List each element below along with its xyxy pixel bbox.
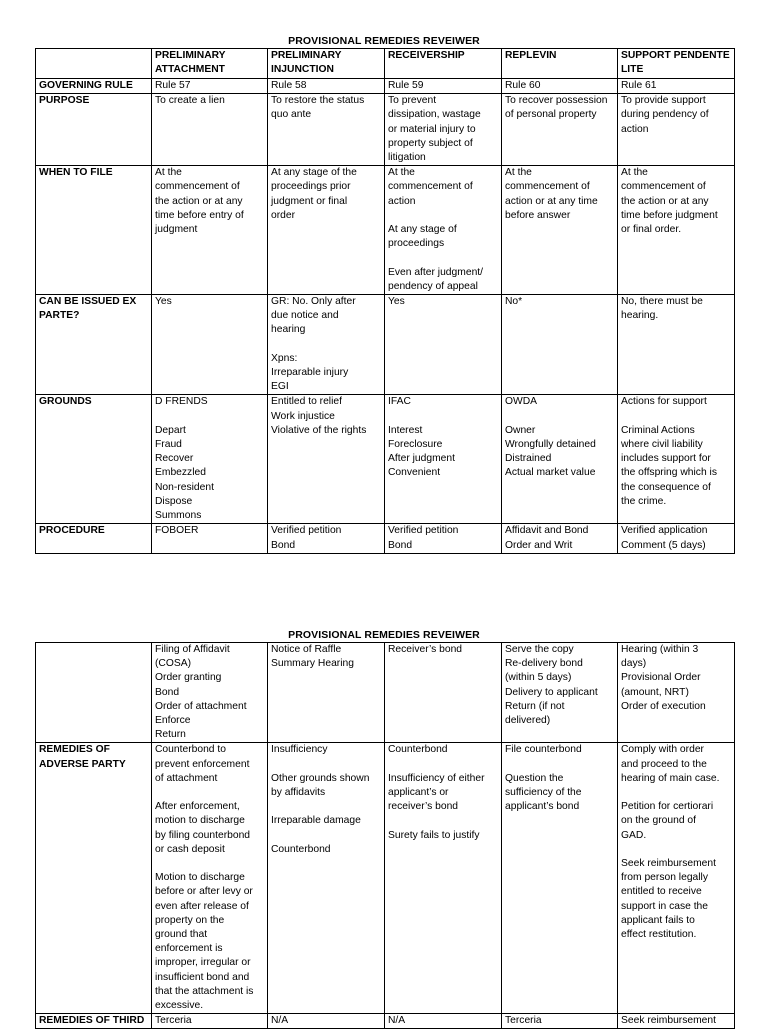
table-cell: Filing of Affidavit (COSA) Order granting Bond Order of attachment Enforce Return [152,643,268,743]
table-cell: File counterbond Question the sufficiency of the applicant’s bond [502,743,618,1014]
table-cell: Serve the copy Re-delivery bond (within 5 days) Delivery to applicant Return (if not delivered) [502,643,618,743]
row-grounds [36,395,735,524]
row-governing-rule [36,79,735,94]
table-cell: Terceria [152,1014,268,1029]
table-cell: To provide support during pendency of action [618,94,735,166]
table-cell: Yes [385,295,502,395]
row-purpose [36,94,735,166]
table-cell: At the commencement of action At any stage of proceedings Even after judgment/ pendency of appeal [385,166,502,295]
table-cell: Seek reimbursement [618,1014,735,1029]
table-cell: Verified application Comment (5 days) [618,524,735,553]
row-label: GROUNDS [36,395,152,524]
table-cell: To create a lien [152,94,268,166]
provisional-remedies-table-2 [35,642,735,1029]
table-cell: Terceria [502,1014,618,1029]
row-label: PROCEDURE [36,524,152,553]
table-cell: No, there must be hearing. [618,295,735,395]
row-procedure [36,524,735,553]
header-preliminary-attachment: PRELIMINARY ATTACHMENT [152,49,268,79]
table-cell: Entitled to relief Work injustice Violative of the rights [268,395,385,524]
table-cell: To recover possession of personal property [502,94,618,166]
table-cell: Hearing (within 3 days) Provisional Order (amount, NRT) Order of execution [618,643,735,743]
header-support-pendente-lite: SUPPORT PENDENTE LITE [618,49,735,79]
row-label: REMEDIES OF THIRD [36,1014,152,1029]
table-cell: At the commencement of action or at any time before answer [502,166,618,295]
table-cell: Rule 61 [618,79,735,94]
header-row [36,49,735,79]
table-cell: No* [502,295,618,395]
header-blank [36,49,152,79]
row-when-to-file [36,166,735,295]
row-ex-parte [36,295,735,395]
table-cell: At the commencement of the action or at any time before judgment or final order. [618,166,735,295]
table-cell: Verified petition Bond [268,524,385,553]
row-remedies-adverse-party [36,743,735,1014]
table-cell: Yes [152,295,268,395]
table-cell: Comply with order and proceed to the hearing of main case. Petition for certiorari on the ground of GAD. Seek reimbursement from person legally entitled to receive support in case the applicant fails to effect restitution. [618,743,735,1014]
table-cell: Receiver’s bond [385,643,502,743]
table-cell: FOBOER [152,524,268,553]
table-cell: To prevent dissipation, wastage or material injury to property subject of litigation [385,94,502,166]
table-cell: Counterbond to prevent enforcement of attachment After enforcement, motion to discharge by filing counterbond or cash deposit Motion to discharge before or after levy or even after release of property on the ground that enforcement is improper, irregular or insufficient bond and that the attachment is excessive. [152,743,268,1014]
table-cell: Actions for support Criminal Actions where civil liability includes support for the offspring which is the consequence of the crime. [618,395,735,524]
table-cell: OWDA Owner Wrongfully detained Distrained Actual market value [502,395,618,524]
table-cell: Insufficiency Other grounds shown by affidavits Irreparable damage Counterbond [268,743,385,1014]
table-cell: Rule 60 [502,79,618,94]
header-preliminary-injunction: PRELIMINARY INJUNCTION [268,49,385,79]
table-cell: N/A [268,1014,385,1029]
table-cell: N/A [385,1014,502,1029]
table-cell: GR: No. Only after due notice and hearing Xpns: Irreparable injury EGI [268,295,385,395]
row-label: REMEDIES OF ADVERSE PARTY [36,743,152,1014]
row-remedies-third [36,1014,735,1029]
row-label: CAN BE ISSUED EX PARTE? [36,295,152,395]
row-label [36,643,152,743]
provisional-remedies-table-1 [35,48,735,554]
table-cell: At any stage of the proceedings prior judgment or final order [268,166,385,295]
table-cell: IFAC Interest Foreclosure After judgment Convenient [385,395,502,524]
table-cell: Rule 57 [152,79,268,94]
table-cell: Affidavit and Bond Order and Writ [502,524,618,553]
row-procedure-continued [36,643,735,743]
table-cell: Rule 58 [268,79,385,94]
table-cell: Rule 59 [385,79,502,94]
row-label: GOVERNING RULE [36,79,152,94]
table-cell: Notice of Raffle Summary Hearing [268,643,385,743]
row-label: WHEN TO FILE [36,166,152,295]
table-cell: At the commencement of the action or at any time before entry of judgment [152,166,268,295]
table1-title: PROVISIONAL REMEDIES REVEIWER [288,35,480,47]
row-label: PURPOSE [36,94,152,166]
table-cell: To restore the status quo ante [268,94,385,166]
header-receivership: RECEIVERSHIP [385,49,502,79]
header-replevin: REPLEVIN [502,49,618,79]
table-cell: Verified petition Bond [385,524,502,553]
table2-title: PROVISIONAL REMEDIES REVEIWER [288,629,480,641]
table-cell: D FRENDS Depart Fraud Recover Embezzled Non-resident Dispose Summons [152,395,268,524]
table-cell: Counterbond Insufficiency of either applicant’s or receiver’s bond Surety fails to justify [385,743,502,1014]
